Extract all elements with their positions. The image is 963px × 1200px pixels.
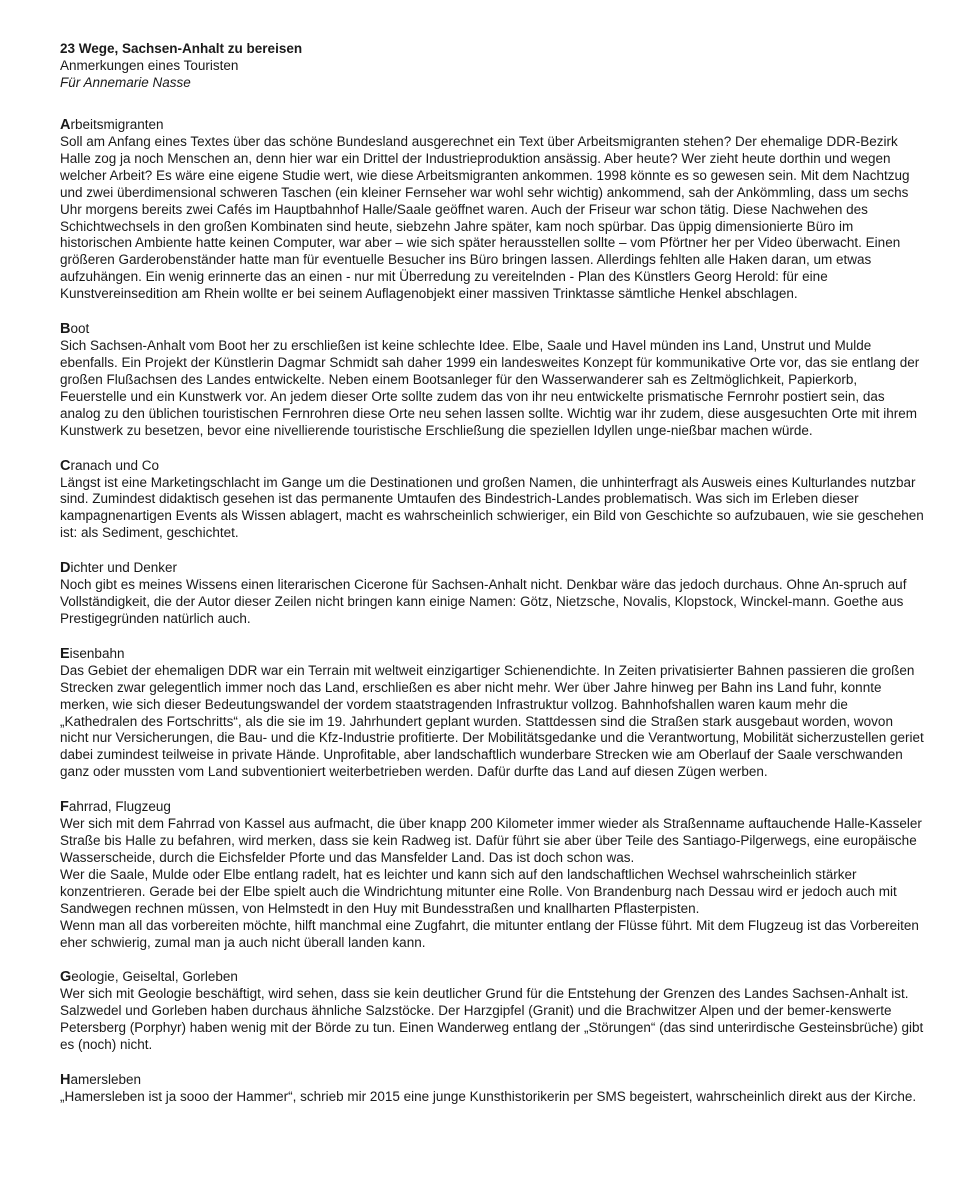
section-initial: D xyxy=(60,560,71,577)
section-paragraph: Soll am Anfang eines Textes über das schöne Bundesland ausgerechnet ein Text über Arbeitsmigranten stehen? Der ehemalige DDR-Bezirk Halle zog ja noch Menschen an, denn hier war ein Drittel der Industrieproduktion ansässig. Aber heute? Wer zieht heute dorthin und wegen welcher Arbeit? Es wäre eine eigene Studie wert, wie diese Arbeitsmigranten ankommen. 1998 könnte es so gewesen sein. Mit dem Nachtzug und zwei überdimensional schweren Taschen (ein kleiner Fernseher war wohl sehr wichtig) ankommend, sah der Ankömmling, dass um sechs Uhr morgens bereits zwei Cafés im Hauptbahnhof Halle/Saale geöffnet waren. Auch der Friseur war schon tätig. Diese Nachwehen des Schichtwechsels in den großen Kombinaten sind heute, siebzehn Jahre später, kam noch spürbar. Das üppig dimensionierte Büro im historischen Ambiente hatte keinen Computer, war aber – wie sich später herausstellen sollte – vom Pförtner her per Video überwacht. Einen größeren Garderobenständer hatte man für eventuelle Besucher ins Büro bringen lassen. Allerdings fehlten alle Haken daran, um etwas aufzuhängen. Ein wenig erinnerte das an einen - nur mit Überredung zu vereitelnden - Plan des Künstlers Georg Herold: für eine Kunstvereinsedition am Rhein wollte er bei seinem Auflagenobjekt einer massiven Trinktasse sämtliche Henkel abschlagen. xyxy=(60,134,910,302)
section-heading xyxy=(60,798,925,816)
section-heading xyxy=(60,968,925,986)
section-heading-text: ahrrad, Flugzeug xyxy=(68,799,171,815)
section-boot xyxy=(60,320,925,439)
section-heading xyxy=(60,457,925,475)
section-heading-text: eologie, Geiseltal, Gorleben xyxy=(71,969,238,985)
section-initial: G xyxy=(60,969,72,986)
section-heading-text: oot xyxy=(70,321,90,337)
section-heading xyxy=(60,645,925,663)
section-heading-text: ichter und Denker xyxy=(70,560,178,576)
section-heading xyxy=(60,116,925,134)
section-heading xyxy=(60,1071,925,1089)
section-fahrrad-flugzeug xyxy=(60,798,925,951)
document-subtitle: Anmerkungen eines Touristen xyxy=(60,58,239,73)
section-paragraph: Wer sich mit Geologie beschäftigt, wird sehen, dass sie kein deutlicher Grund für die Entstehung der Grenzen des Landes Sachsen-Anhalt ist. Salzwedel und Gorleben haben durchaus ähnliche Salzstöcke. Der Harzgipfel (Granit) und die Brachwitzer Alpen und der bemer-kenswerte Petersberg (Porphyr) haben wenig mit der Börde zu tun. Einen Wanderweg entlang der „Störungen“ (das sind unterirdische Gesteinsbrüche) gibt es (noch) nicht. xyxy=(60,986,924,1053)
section-dichter-und-denker xyxy=(60,559,925,628)
section-initial: A xyxy=(60,117,71,133)
section-initial: B xyxy=(60,321,71,338)
section-paragraph: Das Gebiet der ehemaligen DDR war ein Terrain mit weltweit einzigartiger Schienendichte. In Zeiten privatisierter Bahnen passieren die großen Strecken zwar gelegentlich immer noch das Land, erschließen es aber nicht mehr. Wer über Jahre hinweg per Bahn ins Land fuhr, konnte merken, wie sich dieser Bedeutungswandel der vordem staatstragenden Infrastruktur vollzog. Bahnhofshallen waren kaum mehr die „Kathedralen des Fortschritts“, als die sie im 19. Jahrhundert geplant wurden. Stattdessen sind die Straßen stark ausgebaut worden, wovon nicht nur Versicherungen, die Bau- und die Kfz-Industrie profitierte. Der Mobilitätsgedanke und die Verantwortung, Mobilität sicherzustellen geriet dabei zumindest teilweise in private Hände. Unprofitable, aber landschaftlich wunderbare Strecken wie am Oberlauf der Saale verschwanden ganz oder mussten vom Land subventioniert weiterbetrieben werden. Dafür durfte das Land auf diesen Zügen werben. xyxy=(60,662,924,780)
section-initial: E xyxy=(60,645,70,662)
section-hamersleben xyxy=(60,1071,925,1106)
document-dedication: Für Annemarie Nasse xyxy=(60,75,191,90)
section-heading-text: amersleben xyxy=(70,1072,142,1088)
section-heading-text: isenbahn xyxy=(69,645,125,661)
section-initial: F xyxy=(60,799,69,816)
section-paragraph: Wer die Saale, Mulde oder Elbe entlang radelt, hat es leichter und kann sich auf den landschaftlichen Wechsel wahrscheinlich stärker konzentrieren. Gerade bei der Elbe spielt auch die Windrichtung mitunter eine Rolle. Von Brandenburg nach Dessau wird er jedoch auch mit Sandwegen rechnen müssen, von Helmstedt in den Huy mit Bundesstraßen und knallharten Pflasterpisten. xyxy=(60,866,897,916)
section-heading xyxy=(60,559,925,577)
section-initial: C xyxy=(60,457,71,474)
section-paragraph: Längst ist eine Marketingschlacht im Gange um die Destinationen und großen Namen, die unhinterfragt als Ausweis eines Kulturlandes nutzbar sind. Zumindest didaktisch gesehen ist das permanente Umtaufen des Bindestrich-Landes problematisch. Was sich im Erleben dieser kampagnenartigen Events als Wissen ablagert, macht es wahrscheinlich schwieriger, ein Bild von Geschichte so aufzubauen, wie sie geschehen ist: als Sediment, geschichtet. xyxy=(60,474,924,541)
document-page xyxy=(60,40,925,1123)
section-heading xyxy=(60,320,925,338)
section-paragraph: Wenn man all das vorbereiten möchte, hilft manchmal eine Zugfahrt, die mitunter entlang der Flüsse führt. Mit dem Flugzeug ist das Vorbereiten eher schwierig, zumal man ja auch nicht überall landen kann. xyxy=(60,917,919,950)
section-heading-text: ranach und Co xyxy=(70,457,160,473)
section-initial: H xyxy=(60,1072,71,1089)
section-geologie-geiseltal-gorleben xyxy=(60,968,925,1054)
section-eisenbahn xyxy=(60,645,925,781)
section-heading-text: rbeitsmigranten xyxy=(70,117,164,132)
section-paragraph: Wer sich mit dem Fahrrad von Kassel aus aufmacht, die über knapp 200 Kilometer immer wieder als Straßenname auftauchende Halle-Kasseler Straße bis Halle zu befahren, wird merken, dass sie kein Radweg ist. Dafür führt sie aber über Teile des Santiago-Pilgerwegs, eine europäische Wasserscheide, durch die Eichsfelder Pforte und das Mansfelder Land. Das ist doch schon was. xyxy=(60,816,922,865)
section-arbeitsmigranten xyxy=(60,116,925,303)
section-cranach-und-co xyxy=(60,457,925,543)
sections-container xyxy=(60,116,925,1106)
section-paragraph: Noch gibt es meines Wissens einen literarischen Cicerone für Sachsen-Anhalt nicht. Denkbar wäre das jedoch durchaus. Ohne An-spruch auf Vollständigkeit, die der Autor dieser Zeilen nicht bringen kann einige Namen: Götz, Nietzsche, Novalis, Klopstock, Winckel-mann. Goethe aus Prestigegründen natürlich auch. xyxy=(60,577,907,626)
document-header xyxy=(60,40,925,91)
document-title: 23 Wege, Sachsen-Anhalt zu bereisen xyxy=(60,41,303,56)
section-paragraph: „Hamersleben ist ja sooo der Hammer“, schrieb mir 2015 eine junge Kunsthistorikerin per SMS begeistert, wahrscheinlich direkt aus der Kirche. xyxy=(60,1089,917,1105)
section-paragraph: Sich Sachsen-Anhalt vom Boot her zu erschließen ist keine schlechte Idee. Elbe, Saale und Havel münden ins Land, Unstrut und Mulde ebenfalls. Ein Projekt der Künstlerin Dagmar Schmidt sah daher 1999 ein landesweites Konzept für kommunikative Orte vor, das sie entlang der großen Flußachsen des Landes entwickelte. Neben einem Bootsanleger für den Wasserwanderer sah es Zeltmöglichkeit, Papierkorb, Feuerstelle und ein Kunstwerk vor. An jedem dieser Orte sollte zudem das von ihr neu entwickelte prismatische Fernrohr postiert sein, das analog zu den üblichen touristischen Fernrohren diese Orte neu sehen lassen sollte. Wichtig war ihr zudem, diese ausgesuchten Orte mit ihrem Kunstwerk zu besetzen, bevor eine nivellierende touristische Erschließung die speziellen Idyllen unge-nießbar machen würde. xyxy=(60,338,920,438)
